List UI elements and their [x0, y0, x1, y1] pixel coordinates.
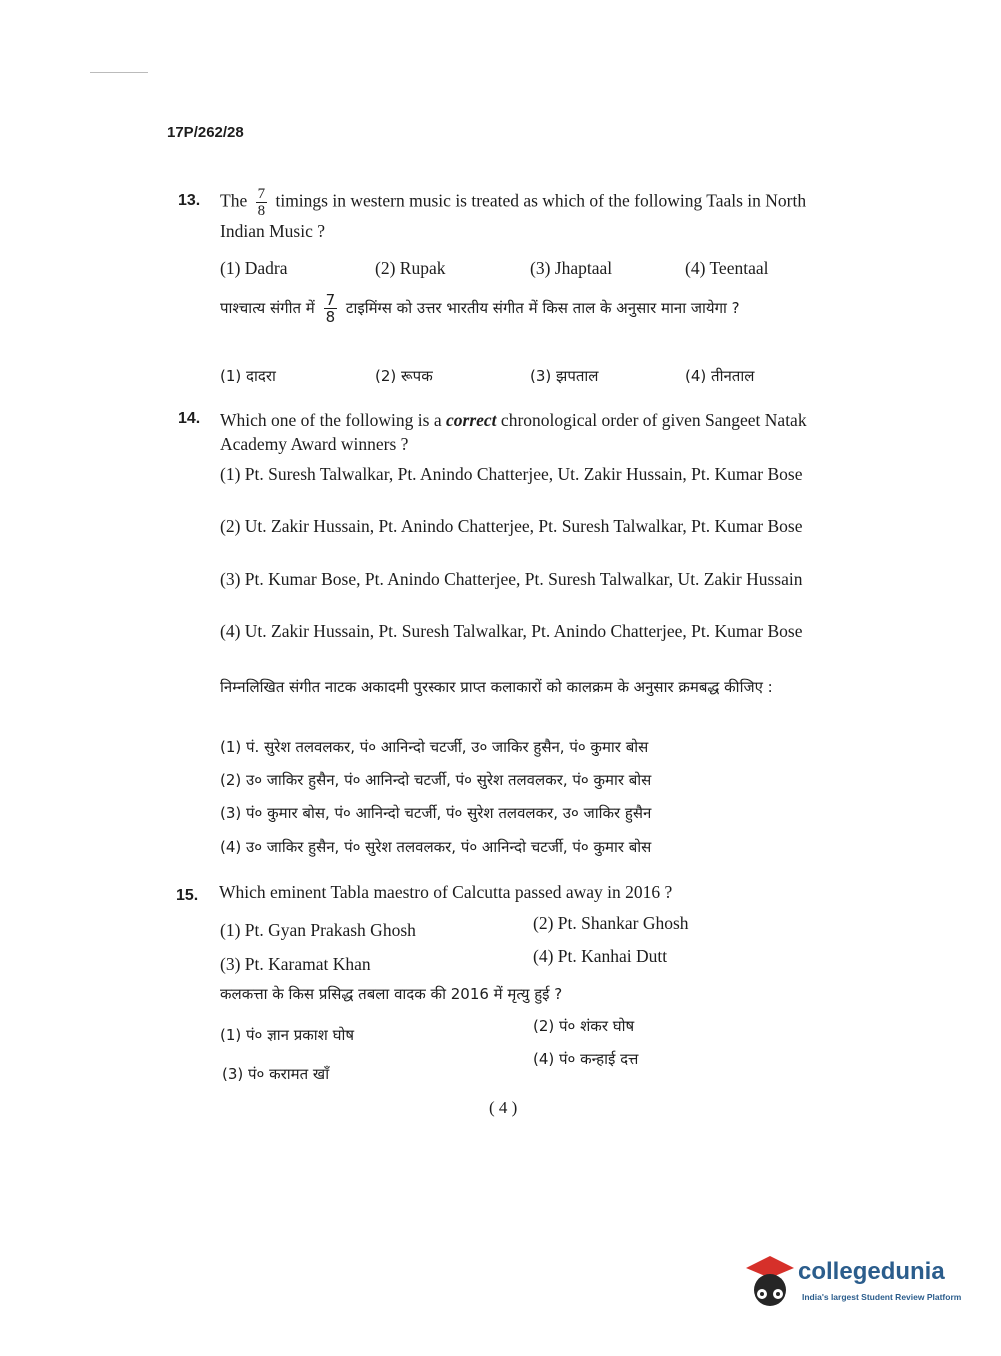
q14-hi-option-1[interactable]: (1) पं. सुरेश तलवलकर, पं० आनिन्दो चटर्जी, उ० जाकिर हुसैन, पं० कुमार बोस	[220, 738, 649, 756]
q15-hi-option-1[interactable]: (1) पं० ज्ञान प्रकाश घोष	[220, 1026, 355, 1044]
q13-hindi-question	[220, 292, 840, 325]
q13-frac-den: 8	[257, 203, 266, 219]
q14-option-3[interactable]: (3) Pt. Kumar Bose, Pt. Anindo Chatterjee, Pt. Suresh Talwalkar, Ut. Zakir Hussain	[220, 569, 803, 589]
q13-question	[220, 186, 840, 243]
q15-hi-option-4[interactable]: (4) पं० कन्हाई दत्त	[533, 1050, 639, 1068]
q14-hi-option-2[interactable]: (2) उ० जाकिर हुसैन, पं० आनिन्दो चटर्जी, पं० सुरेश तलवलकर, पं० कुमार बोस	[220, 771, 652, 789]
q13-fraction	[256, 186, 268, 219]
q13-hi-fraction	[324, 292, 338, 325]
q13-text-before: The	[220, 190, 248, 211]
q15-number: 15.	[176, 887, 199, 904]
q13-hi-option-2[interactable]: (2) रूपक	[375, 367, 433, 385]
q15-option-1[interactable]: (1) Pt. Gyan Prakash Ghosh	[220, 920, 416, 940]
q13-hindi-options	[220, 364, 840, 388]
q13-hi-frac-num: 7	[325, 291, 336, 309]
q13-option-1[interactable]: (1) Dadra	[220, 258, 288, 278]
q14-number: 14.	[178, 410, 201, 427]
q13-hi-before: पाश्चात्य संगीत में	[220, 299, 315, 317]
logo-name: collegedunia	[798, 1258, 945, 1285]
q15-hi-option-2[interactable]: (2) पं० शंकर घोष	[533, 1017, 635, 1035]
q13-options	[220, 256, 840, 280]
q13-hi-after: टाइमिंग्स को उत्तर भारतीय संगीत में किस ताल के अनुसार माना जायेगा ?	[345, 299, 740, 317]
scan-mark	[90, 72, 148, 73]
q14-option-1[interactable]: (1) Pt. Suresh Talwalkar, Pt. Anindo Chatterjee, Ut. Zakir Hussain, Pt. Kumar Bose	[220, 464, 803, 484]
q13-text-after: timings in western music is treated as which of the following Taals in North Indian Music ?	[220, 190, 807, 241]
q15-hi-option-3[interactable]: (3) पं० करामत खाँ	[222, 1065, 330, 1083]
q15-option-3[interactable]: (3) Pt. Karamat Khan	[220, 954, 371, 974]
q13-frac-num: 7	[257, 186, 266, 202]
q13-hi-option-4[interactable]: (4) तीनताल	[685, 367, 755, 385]
q15-question: Which eminent Tabla maestro of Calcutta passed away in 2016 ?	[219, 882, 673, 902]
mascot-icon	[742, 1252, 798, 1312]
q15-option-2[interactable]: (2) Pt. Shankar Ghosh	[533, 913, 689, 933]
q14-text-post: chronological order of given Sangeet Natak Academy Award winners ?	[220, 410, 807, 454]
q14-hi-option-4[interactable]: (4) उ० जाकिर हुसैन, पं० सुरेश तलवलकर, पं० आनिन्दो चटर्जी, पं० कुमार बोस	[220, 838, 652, 856]
q13-option-3[interactable]: (3) Jhaptaal	[530, 258, 613, 278]
q14-text-em: correct	[446, 410, 497, 430]
q14-hi-option-3[interactable]: (3) पं० कुमार बोस, पं० आनिन्दो चटर्जी, पं० सुरेश तलवलकर, उ० जाकिर हुसैन	[220, 804, 652, 822]
q14-option-2[interactable]: (2) Ut. Zakir Hussain, Pt. Anindo Chatterjee, Pt. Suresh Talwalkar, Pt. Kumar Bose	[220, 516, 803, 536]
page-number: ( 4 )	[489, 1098, 518, 1117]
q13-option-4[interactable]: (4) Teentaal	[685, 258, 769, 278]
q13-option-2[interactable]: (2) Rupak	[375, 258, 446, 278]
q15-hindi-question: कलकत्ता के किस प्रसिद्ध तबला वादक की 2016 में मृत्यु हुई ?	[220, 985, 563, 1003]
logo-tagline: India's largest Student Review Platform	[802, 1292, 962, 1302]
q15-option-4[interactable]: (4) Pt. Kanhai Dutt	[533, 946, 668, 966]
q13-hi-option-3[interactable]: (3) झपताल	[530, 367, 599, 385]
q13-hi-frac-den: 8	[325, 308, 336, 326]
q14-option-4[interactable]: (4) Ut. Zakir Hussain, Pt. Suresh Talwalkar, Pt. Anindo Chatterjee, Pt. Kumar Bose	[220, 621, 803, 641]
q13-hi-option-1[interactable]: (1) दादरा	[220, 367, 276, 385]
q14-hindi-question: निम्नलिखित संगीत नाटक अकादमी पुरस्कार प्राप्त कलाकारों को कालक्रम के अनुसार क्रमबद्ध कीजिए :	[220, 678, 773, 696]
collegedunia-logo	[742, 1250, 972, 1316]
q14-question	[220, 408, 840, 456]
paper-code: 17P/262/28	[167, 124, 244, 141]
q13-number: 13.	[178, 192, 201, 209]
q14-text-pre: Which one of the following is a	[220, 410, 442, 430]
